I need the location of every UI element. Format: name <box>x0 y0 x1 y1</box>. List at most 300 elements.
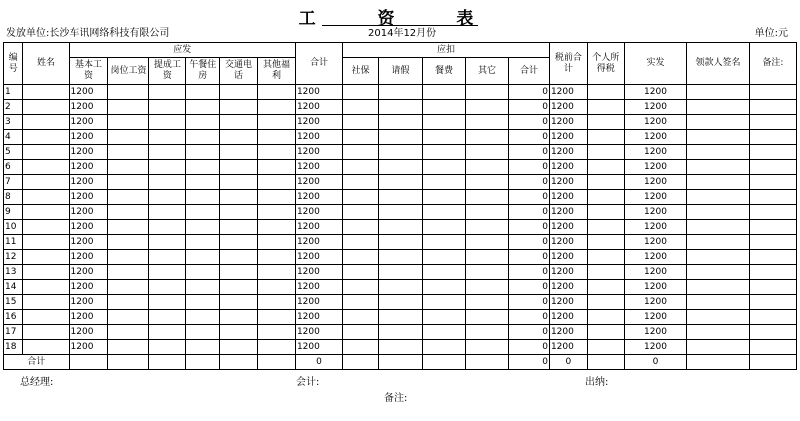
cell-meal-fee <box>422 280 465 295</box>
cell-deduction-total: 0 <box>508 190 549 205</box>
table-row <box>4 220 797 235</box>
cell-other <box>465 310 508 325</box>
table-row <box>4 190 797 205</box>
cell-pretax-total: 1200 <box>549 115 587 130</box>
cell-meal-housing <box>186 250 220 265</box>
cell-no: 16 <box>4 310 23 325</box>
cell-position <box>108 265 149 280</box>
cell-income-tax <box>587 235 624 250</box>
cell-position <box>108 85 149 100</box>
cell-remark <box>749 265 796 280</box>
header-payable: 应发 <box>69 43 295 58</box>
cell-net: 1200 <box>624 340 686 355</box>
cell-signature <box>687 250 749 265</box>
cell-social <box>343 310 379 325</box>
cell-commission <box>149 340 186 355</box>
cell-net: 1200 <box>624 190 686 205</box>
cell-leave <box>378 175 422 190</box>
cell-no: 2 <box>4 100 23 115</box>
cell-pretax-total: 1200 <box>549 205 587 220</box>
cell-base: 1200 <box>69 340 108 355</box>
cell-base: 1200 <box>69 250 108 265</box>
cell-other-welfare <box>258 160 296 175</box>
header-pretax-total: 税前合计 <box>549 43 587 85</box>
cell-income-tax <box>587 310 624 325</box>
header-no: 编号 <box>4 43 23 85</box>
cell-signature <box>687 295 749 310</box>
cell-signature <box>687 205 749 220</box>
cell-other <box>465 190 508 205</box>
cell-no: 12 <box>4 250 23 265</box>
cell-no: 6 <box>4 160 23 175</box>
cell-deduction-total: 0 <box>508 295 549 310</box>
cell-transport-phone <box>220 85 258 100</box>
cell-position <box>108 325 149 340</box>
cell-social <box>343 220 379 235</box>
cell-meal-housing <box>186 340 220 355</box>
cell-leave <box>378 100 422 115</box>
cell-net: 1200 <box>624 280 686 295</box>
cell-other <box>465 85 508 100</box>
cell-base: 1200 <box>69 205 108 220</box>
cell-other <box>465 115 508 130</box>
cell-signature <box>687 280 749 295</box>
cell-meal-housing <box>186 325 220 340</box>
totals-row <box>4 355 797 370</box>
cell-commission <box>149 220 186 235</box>
cell-position <box>108 205 149 220</box>
cell-position <box>108 235 149 250</box>
cell-signature <box>687 130 749 145</box>
cell-other <box>465 220 508 235</box>
cell-income-tax <box>587 175 624 190</box>
cell-name <box>23 250 69 265</box>
cell-commission <box>149 250 186 265</box>
totals-payable: 0 <box>295 355 342 370</box>
cell-pretax-total: 1200 <box>549 85 587 100</box>
cell-payable-total: 1200 <box>295 115 342 130</box>
cell-no: 1 <box>4 85 23 100</box>
cell-meal-housing <box>186 145 220 160</box>
cell-income-tax <box>587 85 624 100</box>
cell-name <box>23 265 69 280</box>
cell-meal-fee <box>422 295 465 310</box>
cell-meal-fee <box>422 310 465 325</box>
cell-signature <box>687 145 749 160</box>
cell-social <box>343 235 379 250</box>
cell-remark <box>749 115 796 130</box>
table-row <box>4 250 797 265</box>
cell-transport-phone <box>220 100 258 115</box>
cell-transport-phone <box>220 295 258 310</box>
cell-remark <box>749 295 796 310</box>
cell-position <box>108 115 149 130</box>
cell-social <box>343 85 379 100</box>
cell-social <box>343 250 379 265</box>
cell-other-welfare <box>258 115 296 130</box>
cell-leave <box>378 280 422 295</box>
cell-meal-housing <box>186 280 220 295</box>
cell-base: 1200 <box>69 100 108 115</box>
cell-name <box>23 115 69 130</box>
cell-transport-phone <box>220 205 258 220</box>
cell-net: 1200 <box>624 250 686 265</box>
cell-transport-phone <box>220 160 258 175</box>
cell-leave <box>378 160 422 175</box>
cell-meal-housing <box>186 295 220 310</box>
cell-leave <box>378 340 422 355</box>
cell-meal-fee <box>422 250 465 265</box>
cell-payable-total: 1200 <box>295 295 342 310</box>
table-row <box>4 295 797 310</box>
cell-income-tax <box>587 190 624 205</box>
cell-payable-total: 1200 <box>295 250 342 265</box>
title-underline <box>322 25 478 26</box>
cell-commission <box>149 205 186 220</box>
cell-payable-total: 1200 <box>295 265 342 280</box>
cell-pretax-total: 1200 <box>549 190 587 205</box>
cell-remark <box>749 325 796 340</box>
cell-transport-phone <box>220 265 258 280</box>
cell-transport-phone <box>220 190 258 205</box>
cell-transport-phone <box>220 310 258 325</box>
header-payable-total: 合计 <box>295 43 342 85</box>
cell-income-tax <box>587 100 624 115</box>
cell-income-tax <box>587 265 624 280</box>
cell-other <box>465 130 508 145</box>
cell-other-welfare <box>258 175 296 190</box>
cell-base: 1200 <box>69 325 108 340</box>
cell-name <box>23 130 69 145</box>
table-row <box>4 205 797 220</box>
cell-leave <box>378 235 422 250</box>
cell-commission <box>149 175 186 190</box>
cell-other-welfare <box>258 145 296 160</box>
table-row <box>4 265 797 280</box>
cell-other-welfare <box>258 265 296 280</box>
cell-leave <box>378 85 422 100</box>
cell-meal-fee <box>422 160 465 175</box>
cell-base: 1200 <box>69 310 108 325</box>
cell-base: 1200 <box>69 145 108 160</box>
cell-commission <box>149 85 186 100</box>
table-row <box>4 115 797 130</box>
cell-no: 17 <box>4 325 23 340</box>
cell-signature <box>687 175 749 190</box>
cell-transport-phone <box>220 175 258 190</box>
cell-position <box>108 160 149 175</box>
table-row <box>4 160 797 175</box>
cell-pretax-total: 1200 <box>549 340 587 355</box>
cell-pretax-total: 1200 <box>549 310 587 325</box>
cell-other <box>465 175 508 190</box>
cell-meal-housing <box>186 100 220 115</box>
cell-payable-total: 1200 <box>295 100 342 115</box>
cell-other <box>465 250 508 265</box>
cell-remark <box>749 160 796 175</box>
cell-name <box>23 295 69 310</box>
cell-deduction-total: 0 <box>508 100 549 115</box>
cell-signature <box>687 220 749 235</box>
cell-income-tax <box>587 160 624 175</box>
cell-commission <box>149 100 186 115</box>
cell-income-tax <box>587 145 624 160</box>
totals-pretax: 0 <box>549 355 587 370</box>
cell-transport-phone <box>220 235 258 250</box>
cell-payable-total: 1200 <box>295 205 342 220</box>
cell-leave <box>378 220 422 235</box>
cell-other <box>465 100 508 115</box>
table-body <box>4 85 797 355</box>
cell-deduction-total: 0 <box>508 310 549 325</box>
cell-leave <box>378 190 422 205</box>
cell-social <box>343 205 379 220</box>
cell-payable-total: 1200 <box>295 280 342 295</box>
cell-signature <box>687 325 749 340</box>
cell-no: 14 <box>4 280 23 295</box>
cell-pretax-total: 1200 <box>549 160 587 175</box>
table-row <box>4 145 797 160</box>
cell-signature <box>687 235 749 250</box>
cell-deduction-total: 0 <box>508 145 549 160</box>
cell-meal-housing <box>186 115 220 130</box>
totals-deduction: 0 <box>508 355 549 370</box>
header-social: 社保 <box>343 58 379 85</box>
cell-remark <box>749 280 796 295</box>
table-row <box>4 280 797 295</box>
cell-leave <box>378 325 422 340</box>
cell-deduction-total: 0 <box>508 175 549 190</box>
cell-remark <box>749 250 796 265</box>
cell-social <box>343 160 379 175</box>
cell-other-welfare <box>258 340 296 355</box>
cell-name <box>23 280 69 295</box>
table-row <box>4 100 797 115</box>
cell-base: 1200 <box>69 295 108 310</box>
cell-transport-phone <box>220 280 258 295</box>
cell-base: 1200 <box>69 175 108 190</box>
cell-other <box>465 280 508 295</box>
cell-pretax-total: 1200 <box>549 280 587 295</box>
cell-income-tax <box>587 250 624 265</box>
cell-meal-housing <box>186 235 220 250</box>
cell-signature <box>687 100 749 115</box>
cell-remark <box>749 235 796 250</box>
header-base: 基本工资 <box>69 58 108 85</box>
cell-social <box>343 145 379 160</box>
cell-other-welfare <box>258 100 296 115</box>
cell-net: 1200 <box>624 175 686 190</box>
cell-remark <box>749 100 796 115</box>
cell-transport-phone <box>220 220 258 235</box>
cell-name <box>23 220 69 235</box>
totals-net: 0 <box>624 355 686 370</box>
cell-no: 7 <box>4 175 23 190</box>
cell-payable-total: 1200 <box>295 130 342 145</box>
cell-pretax-total: 1200 <box>549 235 587 250</box>
cell-remark <box>749 145 796 160</box>
cell-name <box>23 235 69 250</box>
table-row <box>4 325 797 340</box>
cell-deduction-total: 0 <box>508 265 549 280</box>
cell-deduction-total: 0 <box>508 130 549 145</box>
header-other: 其它 <box>465 58 508 85</box>
cell-income-tax <box>587 340 624 355</box>
cell-other-welfare <box>258 220 296 235</box>
cell-social <box>343 325 379 340</box>
cell-remark <box>749 85 796 100</box>
cell-base: 1200 <box>69 190 108 205</box>
cell-remark <box>749 310 796 325</box>
cell-remark <box>749 340 796 355</box>
cell-commission <box>149 145 186 160</box>
cell-meal-fee <box>422 235 465 250</box>
cell-payable-total: 1200 <box>295 145 342 160</box>
cell-payable-total: 1200 <box>295 85 342 100</box>
cell-name <box>23 145 69 160</box>
cell-other-welfare <box>258 235 296 250</box>
cell-pretax-total: 1200 <box>549 295 587 310</box>
cell-other-welfare <box>258 295 296 310</box>
cell-transport-phone <box>220 130 258 145</box>
cell-position <box>108 100 149 115</box>
cell-signature <box>687 310 749 325</box>
header-signature: 领款人签名 <box>687 43 749 85</box>
cell-leave <box>378 250 422 265</box>
cell-commission <box>149 115 186 130</box>
cell-no: 13 <box>4 265 23 280</box>
cell-deduction-total: 0 <box>508 280 549 295</box>
cell-position <box>108 220 149 235</box>
cell-no: 4 <box>4 130 23 145</box>
cell-deduction-total: 0 <box>508 220 549 235</box>
cell-leave <box>378 145 422 160</box>
cell-base: 1200 <box>69 220 108 235</box>
cell-net: 1200 <box>624 265 686 280</box>
cell-name <box>23 325 69 340</box>
cell-position <box>108 145 149 160</box>
cell-meal-fee <box>422 100 465 115</box>
cell-position <box>108 130 149 145</box>
cell-other <box>465 340 508 355</box>
cell-name <box>23 340 69 355</box>
payroll-table <box>3 42 797 370</box>
cell-commission <box>149 325 186 340</box>
cell-signature <box>687 160 749 175</box>
cell-name <box>23 160 69 175</box>
cell-name <box>23 205 69 220</box>
cell-income-tax <box>587 220 624 235</box>
cell-net: 1200 <box>624 295 686 310</box>
header-deduction-total: 合计 <box>508 58 549 85</box>
footer-remark: 备注: <box>384 393 408 404</box>
cell-base: 1200 <box>69 130 108 145</box>
cell-pretax-total: 1200 <box>549 265 587 280</box>
cell-no: 8 <box>4 190 23 205</box>
cell-leave <box>378 310 422 325</box>
cell-payable-total: 1200 <box>295 220 342 235</box>
cell-other <box>465 325 508 340</box>
header-deduction: 应扣 <box>343 43 550 58</box>
cell-other <box>465 205 508 220</box>
cell-base: 1200 <box>69 235 108 250</box>
cell-meal-housing <box>186 175 220 190</box>
cell-deduction-total: 0 <box>508 325 549 340</box>
cell-net: 1200 <box>624 205 686 220</box>
cell-meal-housing <box>186 205 220 220</box>
cell-income-tax <box>587 325 624 340</box>
cell-transport-phone <box>220 145 258 160</box>
cell-meal-housing <box>186 310 220 325</box>
cell-commission <box>149 265 186 280</box>
cell-meal-housing <box>186 85 220 100</box>
cell-remark <box>749 175 796 190</box>
table-row <box>4 340 797 355</box>
header-net: 实发 <box>624 43 686 85</box>
cell-pretax-total: 1200 <box>549 250 587 265</box>
table-row <box>4 175 797 190</box>
cell-commission <box>149 310 186 325</box>
cell-meal-fee <box>422 85 465 100</box>
cell-meal-fee <box>422 325 465 340</box>
cell-other-welfare <box>258 190 296 205</box>
cell-commission <box>149 235 186 250</box>
cell-social <box>343 265 379 280</box>
cell-meal-fee <box>422 145 465 160</box>
footer-accountant: 会计: <box>296 377 320 388</box>
cell-position <box>108 250 149 265</box>
cell-position <box>108 310 149 325</box>
cell-base: 1200 <box>69 280 108 295</box>
cell-no: 15 <box>4 295 23 310</box>
cell-social <box>343 115 379 130</box>
cell-payable-total: 1200 <box>295 190 342 205</box>
cell-net: 1200 <box>624 220 686 235</box>
cell-payable-total: 1200 <box>295 175 342 190</box>
cell-name <box>23 85 69 100</box>
cell-base: 1200 <box>69 85 108 100</box>
cell-leave <box>378 295 422 310</box>
cell-position <box>108 295 149 310</box>
cell-commission <box>149 190 186 205</box>
cell-social <box>343 340 379 355</box>
cell-net: 1200 <box>624 85 686 100</box>
cell-deduction-total: 0 <box>508 250 549 265</box>
cell-meal-fee <box>422 265 465 280</box>
period-label: 2014年12月份 <box>368 28 437 39</box>
cell-transport-phone <box>220 340 258 355</box>
cell-pretax-total: 1200 <box>549 100 587 115</box>
table-row <box>4 310 797 325</box>
cell-commission <box>149 295 186 310</box>
cell-no: 11 <box>4 235 23 250</box>
cell-transport-phone <box>220 115 258 130</box>
cell-meal-housing <box>186 265 220 280</box>
cell-meal-fee <box>422 115 465 130</box>
header-name: 姓名 <box>23 43 69 85</box>
cell-other-welfare <box>258 250 296 265</box>
cell-signature <box>687 265 749 280</box>
cell-social <box>343 130 379 145</box>
cell-payable-total: 1200 <box>295 325 342 340</box>
footer-manager: 总经理: <box>20 377 54 388</box>
cell-transport-phone <box>220 250 258 265</box>
cell-other <box>465 160 508 175</box>
cell-income-tax <box>587 205 624 220</box>
cell-position <box>108 340 149 355</box>
cell-leave <box>378 130 422 145</box>
cell-deduction-total: 0 <box>508 115 549 130</box>
